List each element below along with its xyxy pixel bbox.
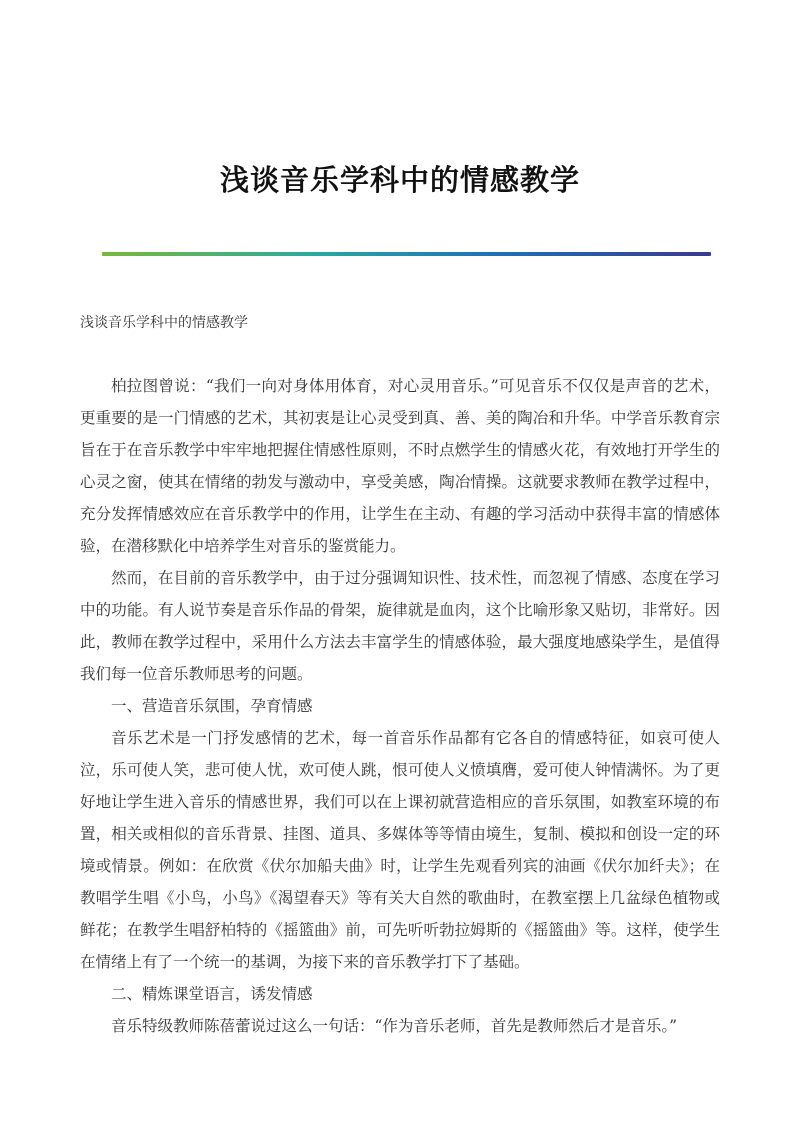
section-heading-1: 一、营造音乐氛围，孕育情感 [111, 697, 313, 715]
paragraph-intro: 柏拉图曾说：“我们一向对身体用体育，对心灵用音乐。”可见音乐不仅仅是声音的艺术，更重要的是一门情感的艺术，其初衷是让心灵受到真、善、美的陶冶和升华。中学音乐教育宗旨在于在音乐教学中牢牢地把握住情感性原则，不时点燃学生的情感火花，有效地打开学生的心灵之窗，使其在情绪的勃发与激动中，享受美感，陶冶情操。这就要求教师在教学过程中，充分发挥情感效应在音乐教学中的作用，让学生在主动、有趣的学习活动中获得丰富的情感体验，在潜移默化中培养学生对音乐的鉴赏能力。 [80, 377, 720, 555]
section-heading-2: 二、精炼课堂语言，诱发情感 [111, 985, 313, 1003]
paragraph-section-1: 音乐艺术是一门抒发感情的艺术，每一首音乐作品都有它各自的情感特征，如哀可使人泣，乐可使人笑，悲可使人忧，欢可使人跳，恨可使人义愤填膺，爱可使人钟情满怀。为了更好地让学生进入音乐的情感世界，我们可以在上课初就营造相应的音乐氛围，如教室环境的布置，相关或相似的音乐背景、挂图、道具、多媒体等等情由境生，复制、模拟和创设一定的环境或情景。例如：在欣赏《伏尔加船夫曲》时，让学生先观看列宾的油画《伏尔加纤夫》；在教唱学生唱《小鸟，小鸟》《渴望春天》等有关大自然的歌曲时，在教室摆上几盆绿色植物或鲜花；在教学生唱舒柏特的《摇篮曲》前，可先听听勃拉姆斯的《摇篮曲》等。这样，使学生在情绪上有了一个统一的基调，为接下来的音乐教学打下了基础。 [80, 729, 720, 971]
document-subtitle: 浅谈音乐学科中的情感教学 [80, 315, 248, 331]
document-title: 浅谈音乐学科中的情感教学 [219, 163, 580, 197]
title-divider [102, 252, 711, 256]
paragraph-section-2: 音乐特级教师陈蓓蕾说过这么一句话：“作为音乐老师，首先是教师然后才是音乐。” [111, 1017, 678, 1035]
document-body [80, 370, 720, 1042]
paragraph-problem: 然而，在目前的音乐教学中，由于过分强调知识性、技术性，而忽视了情感、态度在学习中的功能。有人说节奏是音乐作品的骨架，旋律就是血肉，这个比喻形象又贴切，非常好。因此，教师在教学过程中，采用什么方法去丰富学生的情感体验，最大强度地感染学生，是值得我们每一位音乐教师思考的问题。 [80, 569, 720, 683]
